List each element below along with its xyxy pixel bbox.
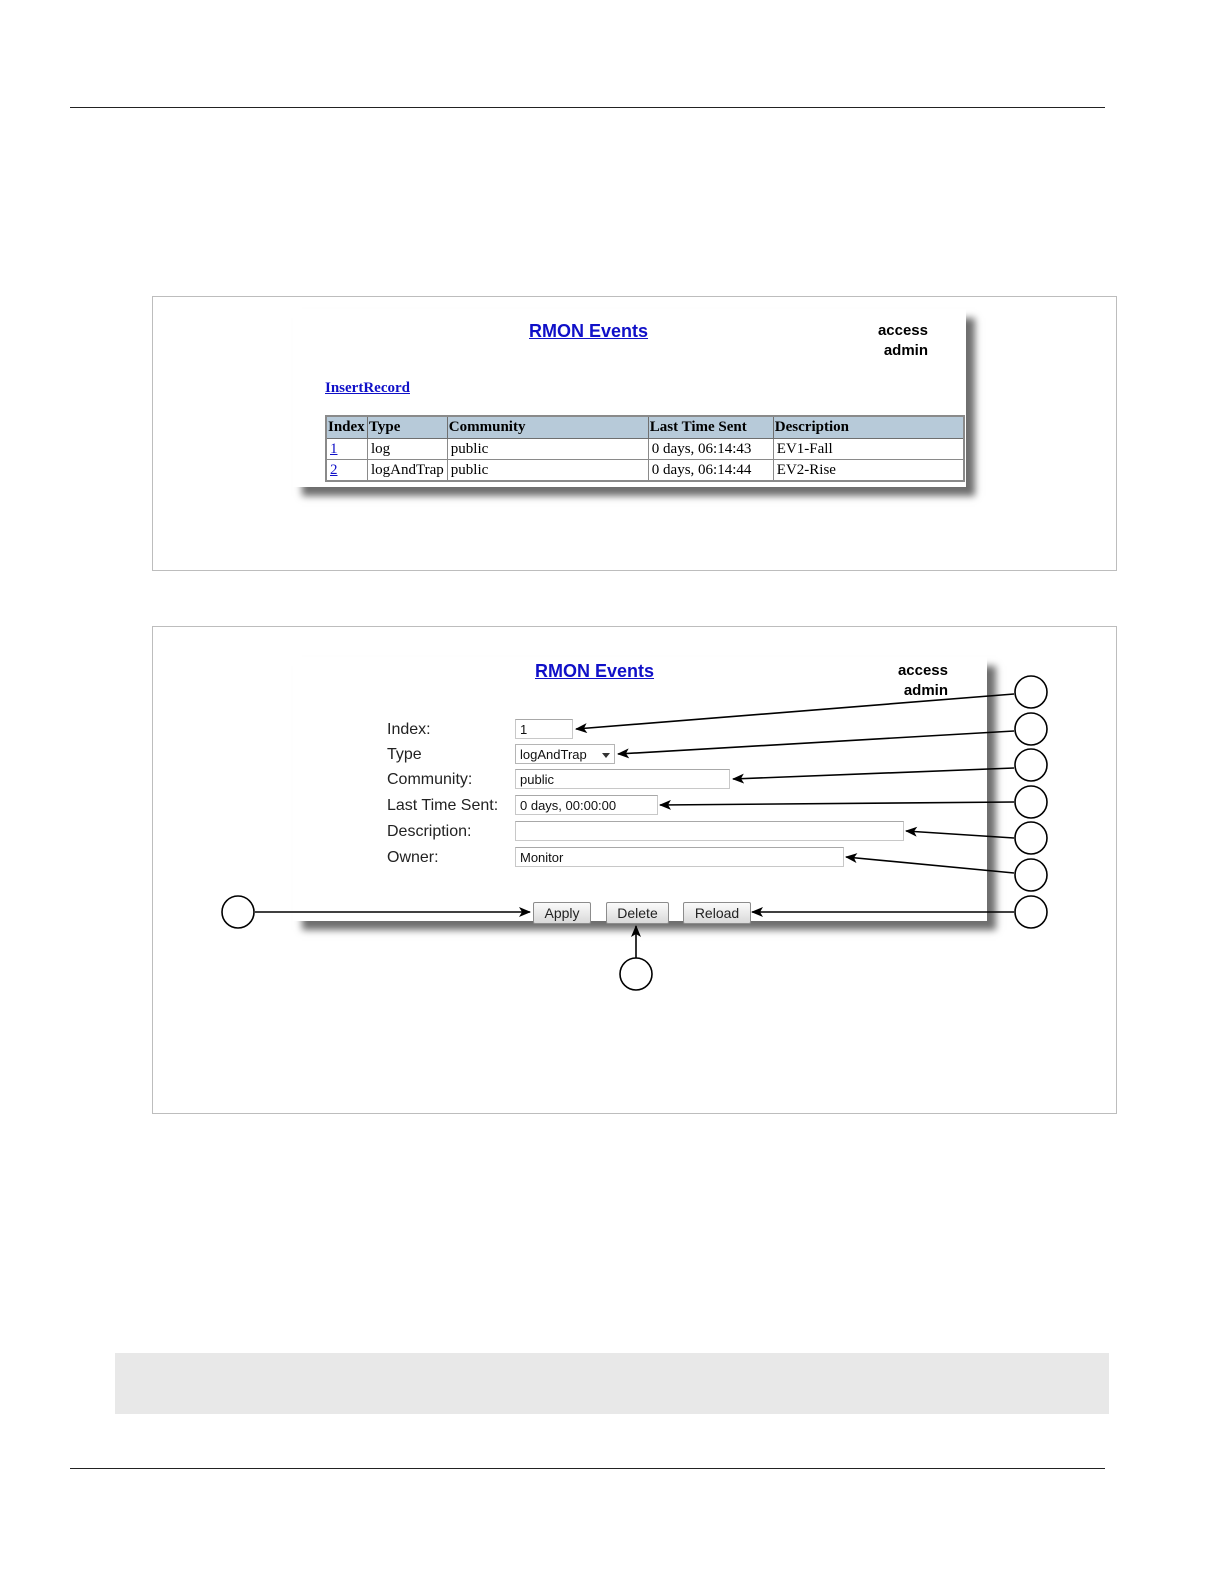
arrow-icon [618, 731, 1014, 754]
col-header-index: Index [326, 416, 368, 439]
footer-rule [70, 1468, 1105, 1469]
access-value: admin [903, 682, 948, 699]
index-field[interactable]: 1 [515, 719, 573, 739]
reload-button[interactable]: Reload [683, 902, 751, 924]
callout-circle-icon [1015, 749, 1047, 781]
last-time-sent-cell: 0 days, 06:14:43 [648, 439, 773, 460]
arrow-icon [660, 802, 1014, 805]
insert-record-link[interactable]: InsertRecord [325, 380, 410, 396]
callout-circle-icon [1015, 713, 1047, 745]
description-cell: EV1-Fall [773, 439, 964, 460]
callout-circle-icon [1015, 896, 1047, 928]
index-link[interactable]: 1 [330, 440, 338, 457]
access-label: access [877, 322, 928, 339]
page-title-link[interactable]: RMON Events [535, 661, 655, 681]
callout-circle-icon [1015, 676, 1047, 708]
description-label: Description: [387, 823, 472, 840]
last-time-sent-field[interactable]: 0 days, 00:00:00 [515, 795, 658, 815]
type-cell: logAndTrap [368, 460, 448, 482]
owner-label: Owner: [387, 849, 439, 866]
last-time-sent-label: Last Time Sent: [387, 797, 499, 814]
callout-circle-icon [1015, 786, 1047, 818]
community-cell: public [447, 460, 648, 482]
arrow-icon [576, 694, 1014, 729]
col-header-community: Community [447, 416, 648, 439]
description-cell: EV2-Rise [773, 460, 964, 482]
arrow-icon [906, 831, 1014, 838]
delete-button[interactable]: Delete [606, 902, 669, 924]
col-header-type: Type [368, 416, 448, 439]
col-header-last-time-sent: Last Time Sent [648, 416, 773, 439]
arrow-icon [733, 768, 1014, 779]
note-box [115, 1353, 1109, 1414]
callout-circle-icon [1015, 859, 1047, 891]
community-field[interactable]: public [515, 769, 730, 789]
access-value: admin [883, 342, 928, 359]
access-label: access [897, 662, 948, 679]
type-select-value: logAndTrap [520, 747, 587, 762]
callout-circle-icon [1015, 822, 1047, 854]
col-header-description: Description [773, 416, 964, 439]
apply-button[interactable]: Apply [533, 902, 591, 924]
community-label: Community: [387, 771, 473, 788]
index-label: Index: [387, 721, 431, 738]
page-title-link[interactable]: RMON Events [529, 321, 649, 341]
last-time-sent-cell: 0 days, 06:14:44 [648, 460, 773, 482]
type-cell: log [368, 439, 448, 460]
owner-field[interactable]: Monitor [515, 847, 844, 867]
arrow-icon [846, 857, 1014, 873]
callout-circle-icon [222, 896, 254, 928]
type-label: Type [387, 746, 422, 763]
index-link[interactable]: 2 [330, 461, 338, 478]
community-cell: public [447, 439, 648, 460]
callout-circle-icon [620, 958, 652, 990]
